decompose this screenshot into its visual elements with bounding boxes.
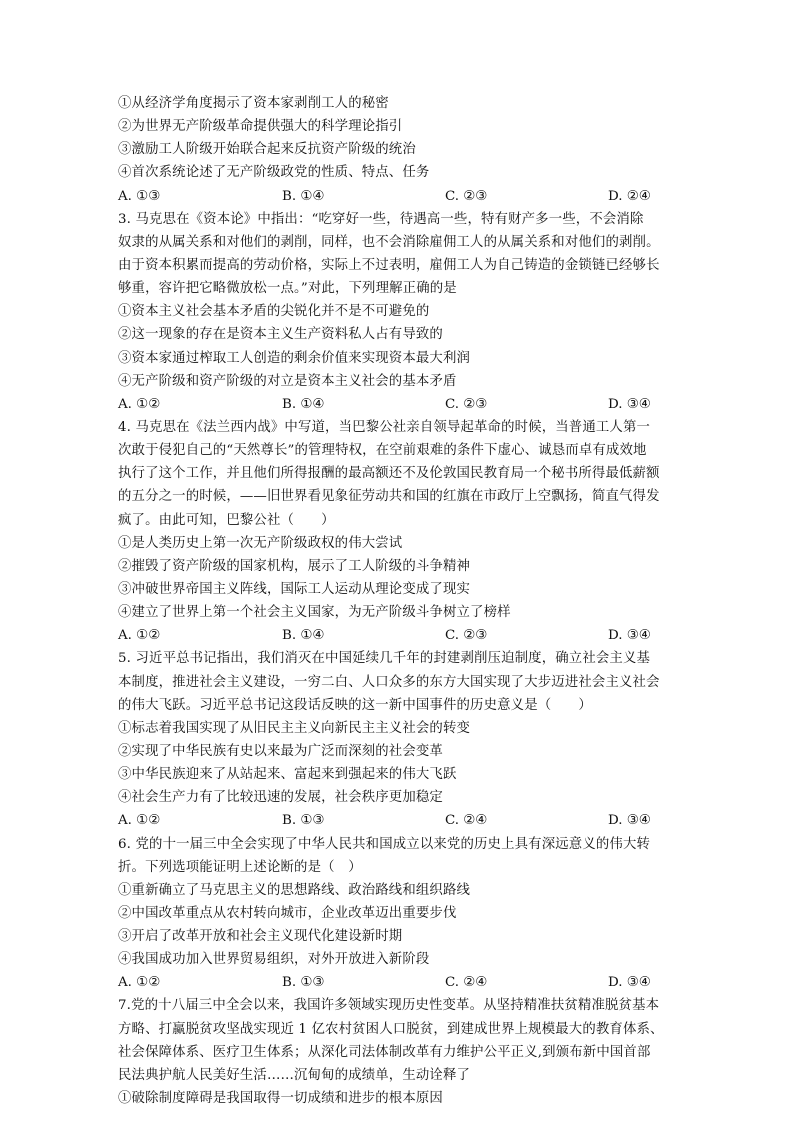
exam-page <box>118 92 678 1110</box>
option-d[interactable]: D. ③④ <box>608 975 651 991</box>
statement: ④建立了世界上第一个社会主义国家，为无产阶级斗争树立了榜样 <box>118 605 511 621</box>
option-a[interactable]: A. ①② <box>118 813 161 829</box>
options-row <box>118 971 678 994</box>
question-stem: 方略、打赢脱贫攻坚战实现近 1 亿农村贫困人口脱贫，到建成世界上规模最大的教育体系、 <box>118 1021 664 1037</box>
statement: ①是人类历史上第一次无产阶级政权的伟大尝试 <box>118 535 403 551</box>
option-b[interactable]: B. ①③ <box>282 813 325 829</box>
option-b[interactable]: B. ①④ <box>282 188 325 204</box>
question-stem: 次敢于侵犯自己的“天然尊长”的管理特权，在空前艰难的条件下虚心、诚恳而卓有成效地 <box>118 443 647 459</box>
option-c[interactable]: C. ②③ <box>445 396 488 412</box>
statement: ③冲破世界帝国主义阵线，国际工人运动从理论变成了现实 <box>118 581 471 597</box>
option-a[interactable]: A. ①② <box>118 975 161 991</box>
question-7 <box>118 994 678 1110</box>
question-stem: 民法典护航人民美好生活……沉甸甸的成绩单，生动诠释了 <box>118 1067 471 1083</box>
option-a[interactable]: A. ①② <box>118 628 161 644</box>
statement: ①从经济学角度揭示了资本家剥削工人的秘密 <box>118 96 389 111</box>
statement: ②为世界无产阶级革命提供强大的科学理论指引 <box>118 119 403 135</box>
statement: ③中华民族迎来了从站起来、富起来到强起来的伟大飞跃 <box>118 767 457 783</box>
statement: ④首次系统论述了无产阶级政党的性质、特点、任务 <box>118 165 430 181</box>
question-stem: 的五分之一的时候，——旧世界看见象征劳动共和国的红旗在市政厅上空飘扬，简直气得发 <box>118 489 660 505</box>
question-5 <box>118 647 678 832</box>
option-c[interactable]: C. ②③ <box>445 628 488 644</box>
question-stem: 7.党的十八届三中全会以来，我国许多领域实现历史性变革。从坚持精准扶贫精准脱贫基本 <box>118 998 660 1014</box>
question-stem: 社会保障体系、医疗卫生体系；从深化司法体制改革有力维护公平正义,到颁布新中国首部 <box>118 1044 651 1060</box>
option-d[interactable]: D. ③④ <box>608 628 651 644</box>
statement: ③激励工人阶级开始联合起来反抗资产阶级的统治 <box>118 142 416 158</box>
statement: ①资本主义社会基本矛盾的尖锐化并不是不可避免的 <box>118 304 430 320</box>
option-c[interactable]: C. ②④ <box>445 813 488 829</box>
question-stem: 4. 马克思在《法兰西内战》中写道，当巴黎公社亲自领导起革命的时候，当普通工人第一 <box>118 419 651 435</box>
option-d[interactable]: D. ②④ <box>608 188 651 204</box>
option-d[interactable]: D. ③④ <box>608 396 651 412</box>
question-stem: 够重，容许把它略微放松一点。”对此，下列理解正确的是 <box>118 281 457 297</box>
options-row <box>118 393 678 416</box>
question-2-tail <box>118 92 678 208</box>
options-row <box>118 624 678 647</box>
question-stem: 5. 习近平总书记指出，我们消灭在中国延续几千年的封建剥削压迫制度，确立社会主义基 <box>118 651 651 667</box>
option-a[interactable]: A. ①③ <box>118 188 161 204</box>
statement: ②摧毁了资产阶级的国家机构，展示了工人阶级的斗争精神 <box>118 558 471 574</box>
option-d[interactable]: D. ③④ <box>608 813 651 829</box>
option-b[interactable]: B. ①④ <box>282 628 325 644</box>
question-3 <box>118 208 678 416</box>
options-row <box>118 809 678 832</box>
option-a[interactable]: A. ①② <box>118 396 161 412</box>
question-6 <box>118 833 678 995</box>
question-stem: 本制度，推进社会主义建设，一穷二白、人口众多的东方大国实现了大步迈进社会主义社会 <box>118 674 660 690</box>
statement: ②这一现象的存在是资本主义生产资料私人占有导致的 <box>118 327 443 343</box>
question-stem: 3. 马克思在《资本论》中指出：“吃穿好一些，待遇高一些，特有财产多一些，不会消除 <box>118 211 644 227</box>
question-stem: 奴隶的从属关系和对他们的剥削，同样，也不会消除雇佣工人的从属关系和对他们的剥削。 <box>118 234 660 250</box>
statement: ②实现了中华民族有史以来最为广泛而深刻的社会变革 <box>118 743 443 759</box>
question-stem: 折。下列选项能证明上述论断的是（ ） <box>118 859 362 875</box>
statement: ①破除制度障碍是我国取得一切成绩和进步的根本原因 <box>118 1091 443 1107</box>
question-stem: 疯了。由此可知，巴黎公社（ ） <box>118 512 335 528</box>
option-b[interactable]: B. ①④ <box>282 396 325 412</box>
question-stem: 的伟大飞跃。习近平总书记这段话反映的这一新中国事件的历史意义是（ ） <box>118 697 592 713</box>
option-c[interactable]: C. ②④ <box>445 975 488 991</box>
statement: ④社会生产力有了比较迅速的发展，社会秩序更加稳定 <box>118 790 443 806</box>
statement: ④我国成功加入世界贸易组织，对外开放进入新阶段 <box>118 952 430 968</box>
option-c[interactable]: C. ②③ <box>445 188 488 204</box>
question-stem: 执行了这个工作，并且他们所得报酬的最高额还不及伦敦国民教育局一个秘书所得最低薪额 <box>118 466 660 482</box>
statement: ③开启了改革开放和社会主义现代化建设新时期 <box>118 929 403 945</box>
option-b[interactable]: B. ①③ <box>282 975 325 991</box>
statement: ③资本家通过榨取工人创造的剩余价值来实现资本最大利润 <box>118 350 471 366</box>
statement: ①标志着我国实现了从旧民主主义向新民主主义社会的转变 <box>118 720 471 736</box>
question-stem: 由于资本积累而提高的劳动价格，实际上不过表明，雇佣工人为自己铸造的金锁链已经够长 <box>118 257 660 273</box>
options-row <box>118 185 678 208</box>
statement: ④无产阶级和资产阶级的对立是资本主义社会的基本矛盾 <box>118 373 457 389</box>
statement: ①重新确立了马克思主义的思想路线、政治路线和组织路线 <box>118 882 471 898</box>
question-stem: 6. 党的十一届三中全会实现了中华人民共和国成立以来党的历史上具有深远意义的伟大转 <box>118 836 651 852</box>
question-4 <box>118 416 678 647</box>
statement: ②中国改革重点从农村转向城市，企业改革迈出重要步伐 <box>118 905 457 921</box>
